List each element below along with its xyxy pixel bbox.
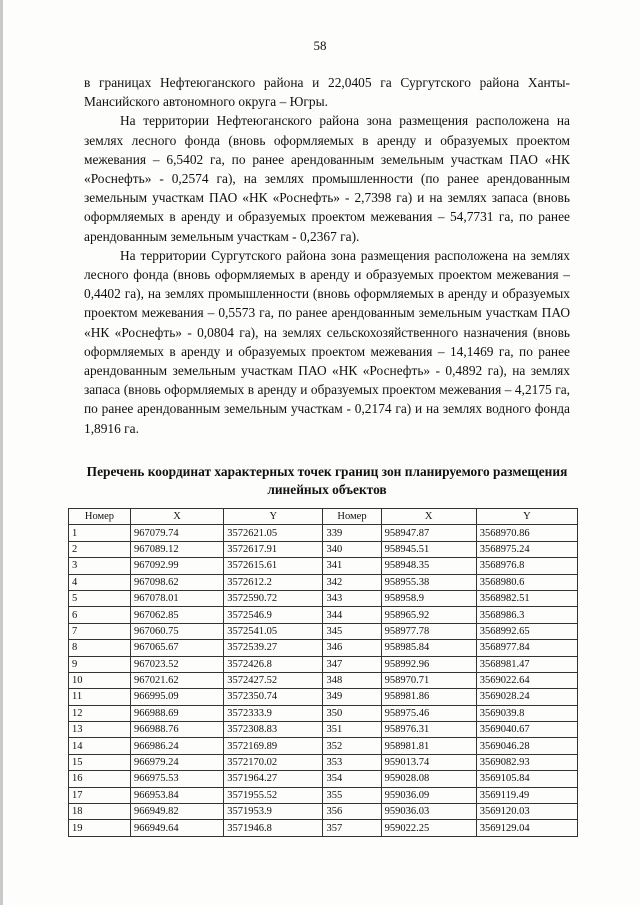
cell-x: 958976.31 <box>381 722 476 738</box>
cell-x: 966975.53 <box>130 771 223 787</box>
table-row <box>69 771 578 787</box>
cell-x: 967079.74 <box>130 525 223 541</box>
cell-x: 966995.09 <box>130 689 223 705</box>
body-text <box>84 73 570 438</box>
cell-y: 3568970.86 <box>476 525 577 541</box>
cell-number: 19 <box>69 820 131 836</box>
cell-y: 3569028.24 <box>476 689 577 705</box>
cell-x: 958992.96 <box>381 656 476 672</box>
table-header-row <box>69 509 578 525</box>
cell-number: 18 <box>69 804 131 820</box>
cell-x: 958970.71 <box>381 672 476 688</box>
paragraph-continuation: в границах Нефтеюганского района и 22,0405 га Сургутского района Ханты-Мансийского автономного округа – Югры. <box>84 75 570 110</box>
paragraph-surgut: На территории Сургутского района зона размещения расположена на землях лесного фонда (вновь оформляемых в аренду и образуемых проектом межевания – 0,4402 га), на землях промышленности (вновь оформляемых в аренду и образуемых проектом межевания – 0,5573 га, по ранее арендованным земельным участкам ПАО «НК «Роснефть» - 0,0804 га), на землях сельскохозяйственного назначения (вновь оформляемых в аренду и образуемых проектом межевания – 14,1469 га, по ранее арендованным земельным участкам ПАО «НК «Роснефть» - 0,4892 га), на землях запаса (вновь оформляемых в аренду и образуемых проектом межевания – 4,2175 га, по ранее арендованным земельным участкам - 0,2174 га) и на землях водного фонда 1,8916 га. <box>84 247 570 436</box>
table-row <box>69 672 578 688</box>
table-row <box>69 607 578 623</box>
table-row <box>69 558 578 574</box>
cell-number: 11 <box>69 689 131 705</box>
cell-y: 3568986.3 <box>476 607 577 623</box>
cell-number: 17 <box>69 787 131 803</box>
cell-x: 966988.76 <box>130 722 223 738</box>
header-number-2: Номер <box>323 509 381 525</box>
cell-y: 3569022.64 <box>476 672 577 688</box>
cell-number: 346 <box>323 640 381 656</box>
cell-y: 3569119.49 <box>476 787 577 803</box>
cell-y: 3572541.05 <box>224 623 323 639</box>
cell-number: 2 <box>69 541 131 557</box>
cell-x: 967078.01 <box>130 590 223 606</box>
header-x-2: X <box>381 509 476 525</box>
table-title: Перечень координат характерных точек границ зон планируемого размещения линейных объектов <box>86 464 568 497</box>
cell-number: 13 <box>69 722 131 738</box>
cell-y: 3569129.04 <box>476 820 577 836</box>
table-body <box>69 525 578 836</box>
cell-y: 3572426.8 <box>224 656 323 672</box>
cell-number: 350 <box>323 705 381 721</box>
cell-y: 3572308.83 <box>224 722 323 738</box>
cell-x: 958981.86 <box>381 689 476 705</box>
cell-y: 3568981.47 <box>476 656 577 672</box>
cell-y: 3572612.2 <box>224 574 323 590</box>
header-y-2: Y <box>476 509 577 525</box>
cell-y: 3572170.02 <box>224 754 323 770</box>
cell-x: 966953.84 <box>130 787 223 803</box>
cell-y: 3572427.52 <box>224 672 323 688</box>
cell-number: 14 <box>69 738 131 754</box>
header-y-1: Y <box>224 509 323 525</box>
scan-edge <box>0 0 3 905</box>
table-row <box>69 574 578 590</box>
cell-x: 967062.85 <box>130 607 223 623</box>
cell-number: 9 <box>69 656 131 672</box>
cell-number: 15 <box>69 754 131 770</box>
cell-number: 341 <box>323 558 381 574</box>
cell-number: 356 <box>323 804 381 820</box>
cell-number: 352 <box>323 738 381 754</box>
table-row <box>69 804 578 820</box>
cell-number: 16 <box>69 771 131 787</box>
cell-x: 966979.24 <box>130 754 223 770</box>
cell-number: 351 <box>323 722 381 738</box>
cell-number: 347 <box>323 656 381 672</box>
table-row <box>69 738 578 754</box>
cell-y: 3572333.9 <box>224 705 323 721</box>
cell-number: 357 <box>323 820 381 836</box>
cell-y: 3572621.05 <box>224 525 323 541</box>
cell-y: 3571955.52 <box>224 787 323 803</box>
cell-y: 3569082.93 <box>476 754 577 770</box>
paragraph-nefteyugansk: На территории Нефтеюганского района зона размещения расположена на землях лесного фонда (вновь оформляемых в аренду и образуемых проектом межевания – 6,5402 га, по ранее арендованным земельным участкам ПАО «НК «Роснефть» - 0,2574 га), на землях промышленности (по ранее арендованным земельным участкам ПАО «НК «Роснефть» - 2,7398 га) и на землях запаса (вновь оформляемых в аренду и образуемых проектом межевания – 54,7731 га, по ранее арендованным земельным участкам - 0,2367 га). <box>84 113 570 244</box>
cell-number: 12 <box>69 705 131 721</box>
cell-number: 348 <box>323 672 381 688</box>
cell-y: 3572590.72 <box>224 590 323 606</box>
table-row <box>69 656 578 672</box>
table-row <box>69 590 578 606</box>
table-row <box>69 820 578 836</box>
cell-y: 3572546.9 <box>224 607 323 623</box>
cell-x: 958955.38 <box>381 574 476 590</box>
cell-x: 966988.69 <box>130 705 223 721</box>
cell-x: 959036.03 <box>381 804 476 820</box>
cell-y: 3571953.9 <box>224 804 323 820</box>
cell-number: 339 <box>323 525 381 541</box>
cell-x: 967060.75 <box>130 623 223 639</box>
cell-x: 958965.92 <box>381 607 476 623</box>
table-row <box>69 689 578 705</box>
cell-y: 3568975.24 <box>476 541 577 557</box>
table-row <box>69 705 578 721</box>
cell-number: 10 <box>69 672 131 688</box>
table-row <box>69 787 578 803</box>
cell-y: 3572539.27 <box>224 640 323 656</box>
cell-x: 967023.52 <box>130 656 223 672</box>
cell-y: 3572169.89 <box>224 738 323 754</box>
table-row <box>69 525 578 541</box>
cell-number: 353 <box>323 754 381 770</box>
cell-x: 958977.78 <box>381 623 476 639</box>
table-row <box>69 640 578 656</box>
cell-number: 7 <box>69 623 131 639</box>
cell-y: 3572617.91 <box>224 541 323 557</box>
cell-x: 966949.64 <box>130 820 223 836</box>
cell-y: 3569105.84 <box>476 771 577 787</box>
coordinates-table <box>68 508 578 837</box>
cell-number: 354 <box>323 771 381 787</box>
cell-y: 3571964.27 <box>224 771 323 787</box>
cell-x: 967021.62 <box>130 672 223 688</box>
page-number: 58 <box>313 38 327 53</box>
cell-x: 958947.87 <box>381 525 476 541</box>
cell-number: 349 <box>323 689 381 705</box>
cell-number: 342 <box>323 574 381 590</box>
cell-number: 4 <box>69 574 131 590</box>
cell-y: 3572350.74 <box>224 689 323 705</box>
cell-x: 959036.09 <box>381 787 476 803</box>
cell-y: 3571946.8 <box>224 820 323 836</box>
cell-y: 3569039.8 <box>476 705 577 721</box>
cell-y: 3568992.65 <box>476 623 577 639</box>
cell-x: 959013.74 <box>381 754 476 770</box>
cell-x: 967098.62 <box>130 574 223 590</box>
cell-x: 967089.12 <box>130 541 223 557</box>
cell-number: 3 <box>69 558 131 574</box>
cell-x: 967092.99 <box>130 558 223 574</box>
cell-number: 344 <box>323 607 381 623</box>
table-row <box>69 722 578 738</box>
cell-x: 958975.46 <box>381 705 476 721</box>
cell-y: 3569120.03 <box>476 804 577 820</box>
cell-number: 8 <box>69 640 131 656</box>
cell-number: 355 <box>323 787 381 803</box>
cell-number: 1 <box>69 525 131 541</box>
cell-x: 959022.25 <box>381 820 476 836</box>
table-row <box>69 754 578 770</box>
cell-x: 958981.81 <box>381 738 476 754</box>
cell-x: 958985.84 <box>381 640 476 656</box>
cell-y: 3572615.61 <box>224 558 323 574</box>
cell-x: 958945.51 <box>381 541 476 557</box>
cell-x: 966949.82 <box>130 804 223 820</box>
table-row <box>69 541 578 557</box>
cell-number: 5 <box>69 590 131 606</box>
table-row <box>69 623 578 639</box>
cell-x: 958948.35 <box>381 558 476 574</box>
cell-x: 959028.08 <box>381 771 476 787</box>
cell-y: 3568976.8 <box>476 558 577 574</box>
cell-x: 967065.67 <box>130 640 223 656</box>
cell-number: 343 <box>323 590 381 606</box>
cell-number: 345 <box>323 623 381 639</box>
cell-number: 6 <box>69 607 131 623</box>
cell-y: 3569046.28 <box>476 738 577 754</box>
cell-y: 3568977.84 <box>476 640 577 656</box>
cell-y: 3568982.51 <box>476 590 577 606</box>
cell-y: 3568980.6 <box>476 574 577 590</box>
header-x-1: X <box>130 509 223 525</box>
cell-number: 340 <box>323 541 381 557</box>
cell-x: 966986.24 <box>130 738 223 754</box>
header-number-1: Номер <box>69 509 131 525</box>
cell-y: 3569040.67 <box>476 722 577 738</box>
cell-x: 958958.9 <box>381 590 476 606</box>
